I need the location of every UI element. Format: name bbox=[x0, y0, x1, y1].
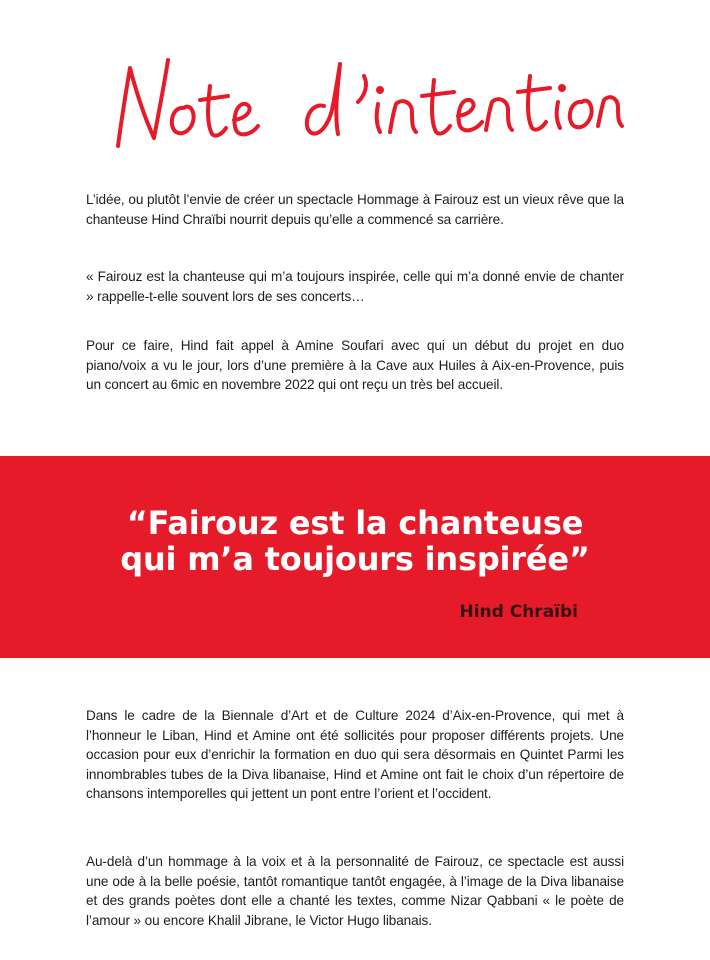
pull-quote-line-2: qui m’a toujours inspirée” bbox=[120, 540, 590, 578]
intro-paragraph: L’idée, ou plutôt l’envie de créer un spectacle Hommage à Fairouz est un vieux rêve que la chanteuse Hind Chraïbi nourrit depuis qu’elle a commencé sa carrière. bbox=[86, 192, 624, 227]
project-paragraph: Pour ce faire, Hind fait appel à Amine Soufari avec qui un début du projet en duo piano/voix a vu le jour, lors d’une première à la Cave aux Huiles à Aix-en-Provence, puis un concert au 6mic en novembre 2022 qui ont reçu un très bel accueil. bbox=[86, 338, 624, 392]
page-title bbox=[106, 46, 626, 166]
quote-paragraph: « Fairouz est la chanteuse qui m’a toujours inspirée, celle qui m’a donné envie de chanter » rappelle-t-elle souvent lors de ses concerts… bbox=[86, 269, 624, 304]
handwritten-title-logo bbox=[106, 46, 626, 166]
pull-quote-line-1: “Fairouz est la chanteuse bbox=[126, 504, 584, 542]
pull-quote bbox=[0, 505, 710, 577]
quote-author: Hind Chraïbi bbox=[459, 602, 578, 622]
poetry-paragraph: Au-delà d’un hommage à la voix et à la personnalité de Fairouz, ce spectacle est aussi une ode à la belle poésie, tantôt romantique tantôt engagée, à l’image de la Diva libanaise et des grands poètes dont elle a chanté les textes, comme Nizar Qabbani « le poète de l’amour » ou encore Khalil Jibrane, le Victor Hugo libanais. bbox=[86, 854, 624, 928]
biennale-paragraph: Dans le cadre de la Biennale d’Art et de Culture 2024 d’Aix-en-Provence, qui met à l’honneur le Liban, Hind et Amine ont été sollicités pour proposer différents projets. Une occasion pour eux d’enrichir la formation en duo qui sera désormais en Quintet Parmi les innombrables tubes de la Diva libanaise, Hind et Amine ont fait le choix d’un répertoire de chansons intemporelles qui jettent un pont entre l’orient et l’occident. bbox=[86, 708, 624, 801]
